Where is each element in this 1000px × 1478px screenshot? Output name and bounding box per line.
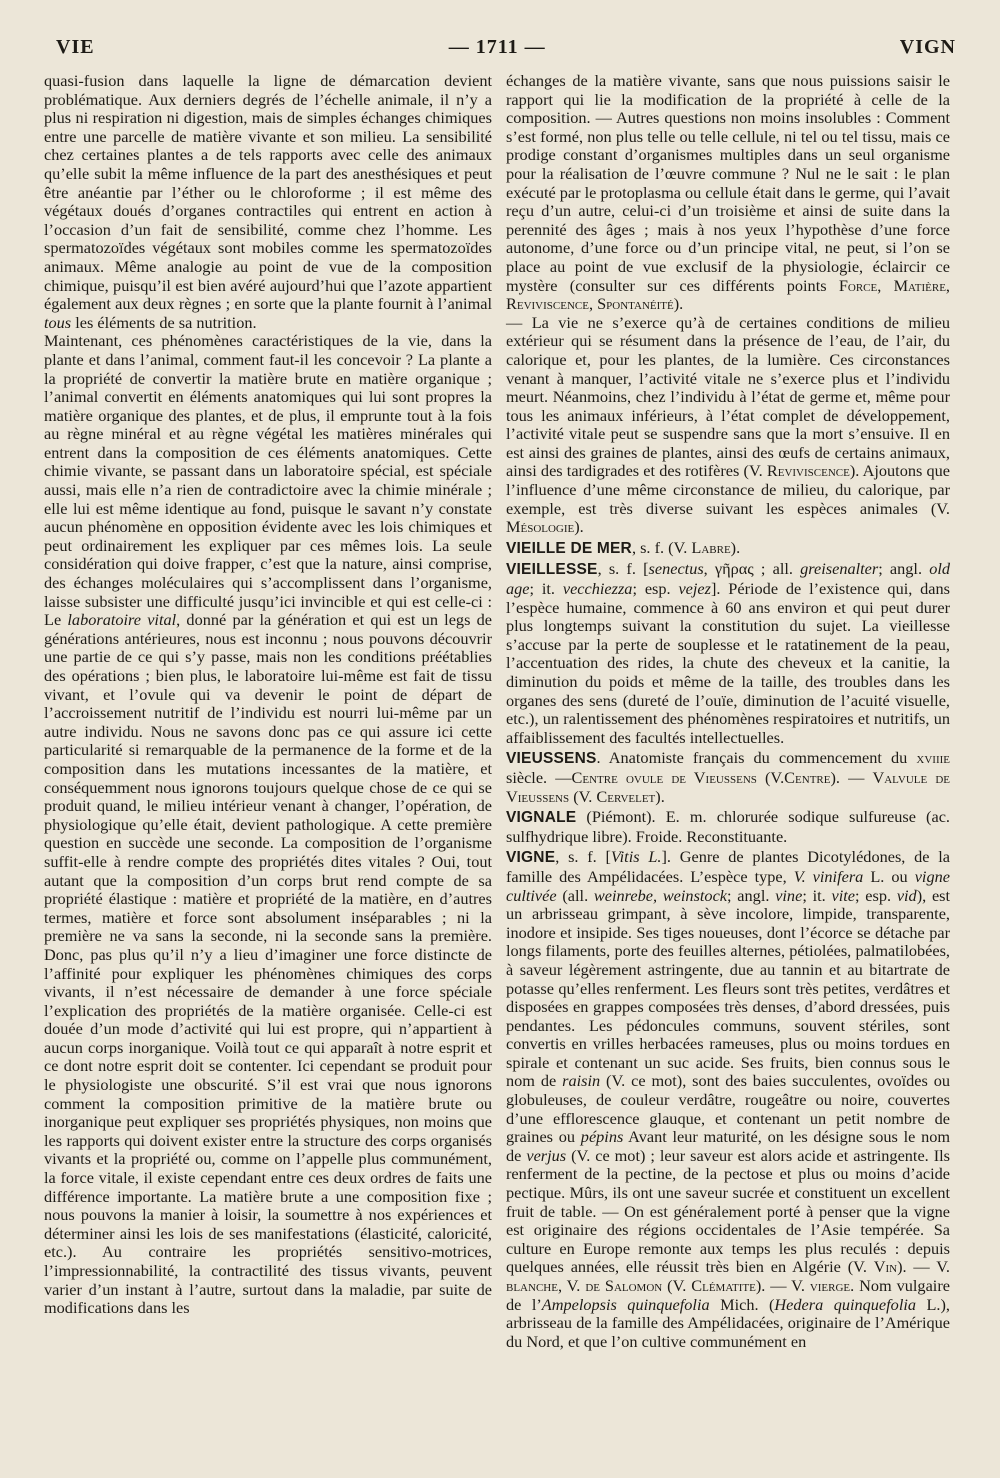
headword: VIGNE — [506, 849, 556, 867]
entry-vieillesse: VIEILLESSE, s. f. [senectus, γῆρας ; all. greisenalter; angl. old age; it. vecchiezza; esp. vejez]. Période de l’existence qui, dans l’espèce humaine, commence à 60 ans environ et qui peut durer plus longtemps suivant la constitution du sujet. La vieillesse s’accuse par la perte de souplesse et le ratatinement de la peau, l’accentuation des rides, la chute des cheveux et la canitie, la diminution du poids et même de la taille, des troubles dans les organes des sens (dureté de l’ouïe, diminution de l’acuité visuelle, etc.), un ralentissement des phénomènes respiratoires et nutritifs, un affaiblissement des facultés intellectuelles. — [506, 559, 951, 747]
paragraph: — La vie ne s’exerce qu’à de certaines conditions de milieu extérieur qui se résument dans la présence de l’eau, de l’air, du calorique et, pour les plantes, de la lumière. Ces circonstances venant à manquer, l’activité vitale ne s’exerce plus et l’individu meurt. Néanmoins, chez l’individu à l’état de germe et, même pour tous les animaux inférieurs, à l’état complet de développement, l’activité vitale peut se suspendre sans que la mort s’ensuive. Il en est ainsi des graines de plantes, ainsi des œufs de certains animaux, ainsi des tardigrades et des rotifères (V. Reviviscence). Ajoutons que l’influence d’une même circonstance de milieu, du calorique, par exemple, est très diverse suivant les espèces animales (V. Mésologie). — [506, 312, 950, 537]
page-header — [56, 30, 956, 64]
entry-vieille-de-mer: VIEILLE DE MER, s. f. (V. Labre). — [506, 537, 741, 557]
headword: VIEILLE DE MER — [506, 539, 632, 557]
left-running-head: VIE — [56, 35, 95, 58]
paragraph: quasi-fusion dans laquelle la ligne de démarcation devient problématique. Aux derniers degrés de l’échelle animale, il n’y a plus ni respiration ni digestion, mais de simples échanges chimiques entre une parcelle de matière vivante et son milieu. La sensibilité chez certaines plantes a de tels rapports avec celle des animaux qu’elle subit la même influence de la part des anesthésiques et peut être anéantie par l’éther ou le chloroforme ; il est même des végétaux doués d’organes contractiles qui entrent en action à l’occasion d’un fait de sensibilité, comme chez l’homme. Les spermatozoïdes végétaux sont mobiles comme les spermatozoïdes animaux. Même analogie au point de vue de la composition chimique, puisqu’il est bien avéré aujourd’hui que l’azote appartient également aux deux règnes ; en sorte que la plante fournit à l’animal tous les éléments de sa nutrition. — [44, 71, 492, 332]
paragraph: échanges de la matière vivante, sans que nous puissions saisir le rapport qui lie la modification de la propriété à celle de la composition. — Autres questions non moins insolubles : Comment s’est formé, non plus telle ou telle cellule, ni tel ou tel tissu, mais ce prodige constant d’organismes multiples dans un seul organisme pour la réalisation de l’œuvre commune ? Nul ne le sait : le plan exécuté par le protoplasma ou cellule était dans le germe, qui l’avait reçu d’un autre, celui-ci d’un troisième et ainsi de suite dans la perennité des âges ; mais à nos yeux l’hypothèse d’une force autonome, d’une force ou d’un principe vital, ne peut, si l’on se place au point de vue exclusif de la physiologie, éclaircir ce mystère (consulter sur ces différents points Force, Matière, Reviviscence, Spontanéité). — [506, 71, 951, 314]
entry-vignale: VIGNALE (Piémont). E. m. chlorurée sodique sulfureuse (ac. sulfhydrique libre). Froide. Reconstituante. — [506, 807, 950, 846]
right-column — [506, 72, 950, 1351]
headword: VIEUSSENS — [506, 750, 597, 768]
page-number: — 1711 — — [448, 35, 546, 58]
left-column — [44, 72, 492, 1318]
right-running-head: VIGN — [899, 35, 956, 58]
headword: VIGNALE — [506, 809, 577, 827]
entry-vigne: VIGNE, s. f. [Vitis L.]. Genre de plantes Dicotylédones, de la famille des Ampélidacées. L’espèce type, V. vinifera L. ou vigne cultivée (all. weinrebe, weinstock; angl. vine; it. vite; esp. vid), est un arbrisseau grimpant, à sève incolore, limpide, transparente, inodore et insipide. Ses tiges noueuses, dont l’écorce se détache par longs filaments, porte des feuilles alternes, pétiolées, palmatilobées, à saveur légèrement astringente, due au tannin et au bitartrate de potasse qu’elles renferment. Les fleurs sont très petites, verdâtres et disposées en grappes composées très denses, d’abord dressées, puis pendantes. Les pédoncules communs, souvent stériles, sont convertis en vrilles herbacées rameuses, plus ou moins tordues en spirale et contenant un suc acide. Ses fruits, bien connus sous le nom de raisin (V. ce mot), sont des baies succulentes, ovoïdes ou globuleuses, de couleur verdâtre, rougeâtre ou noire, couvertes d’une efflorescence glauque, et contenant un petit nombre de graines ou pépins Avant leur maturité, on les désigne sous le nom de verjus (V. ce mot) ; leur saveur est alors acide et astringente. Ils renferment de la pectine, de la pectose et plus ou moins d’acide pectique. Mûrs, ils ont une saveur sucrée et constituent un excellent fruit de table. — On est généralement porté à penser que la vigne est originaire des régions occidentales de l’Asie tempérée. Sa culture en Europe remonte aux temps les plus reculés : depuis quelques années, elle réussit très bien en Algérie (V. Vin). — V. blanche, V. de Salomon (V. Clématite). — V. vierge. Nom vulgaire de l’Ampelopsis quinquefolia Mich. (Hedera quinquefolia L.), arbrisseau de la famille des Ampélidacées, originaire de l’Amérique du Nord, et que l’on cultive communément en — [506, 847, 951, 1351]
entry-vieussens: VIEUSSENS. Anatomiste français du commencement du xviiie siècle. —Centre ovule de Vieussens (V.Centre). — Valvule de Vieussens (V. Cervelet). — [506, 748, 950, 806]
headword: VIEILLESSE — [506, 561, 598, 579]
paragraph: Maintenant, ces phénomènes caractéristiques de la vie, dans la plante et dans l’animal, comment faut-il les concevoir ? La plante a la propriété de convertir la matière brute en matière organique ; l’animal convertit en éléments anatomiques qui lui sont propres la matière organique des plantes, et de plus, il emprunte tout à la fois au règne minéral et au règne végétal les matières minérales qui entrent dans la composition de ces éléments anatomiques. Cette chimie vivante, se passant dans un laboratoire spécial, est spéciale aussi, mais elle n’a rien de contradictoire avec la chimie minérale ; elle lui est même identique au fond, puisque le savant n’y constate aucun phénomène en opposition évidente avec les lois chimiques et peut ordinairement les expliquer par ces mêmes lois. La seule considération qui doive frapper, c’est que la nature, ainsi comprise, des échanges moléculaires qui s’accomplissent dans l’organisme, laisse subsister une difficulté jusqu’ici invincible et qui est celle-ci : Le laboratoire vital, donné par la génération et qui est un legs de générations antérieures, nous est inconnu ; nous pouvons découvrir une partie de ce qui s’y passe, mais non les conditions préétablies des opérations ; bien plus, le laboratoire lui-même est fait de tissu vivant, et l’ovule qui va devenir le point de départ de l’accroissement nutritif de l’individu est nourri lui-même par un autre individu. Nous ne savons donc pas ce qui assure ici cette particularité si remarquable de la permanence de la forme et de la composition dans les mutations incessantes de la matière, et conséquemment nous ignorons toujours quelque chose de ce qui se produit quand, le milieu intérieur venant à changer, l’opération, de physiologique qu’elle était, devient pathologique. A cette première question en succède une seconde. La composition de l’organisme suffit-elle à rendre compte des propriétés dites vitales ? Oui, tout autant que la composition d’un corps brut rend compte de sa propriété élastique : matière et propriété de la matière, en d’autres termes, matière et force sont absolument inséparables ; ni la première ne va sans la seconde, ni la seconde sans la première. Donc, pas plus qu’il n’y a lieu d’imaginer une force distincte de l’affinité pour expliquer les phénomènes chimiques des corps vivants, il n’est nécessaire de demander à une force spéciale l’explication des propriétés de la matière organisée. Celle-ci est douée d’un mode d’activité qui lui est propre, qui n’appartient à aucun corps inorganique. Voilà tout ce qui apparaît à notre esprit et ce dont notre esprit doit se contenter. Ici cependant se produit pour le physiologiste une obscurité. S’il est vrai que nous ignorons comment la composition primitive de la matière brute ou inorganique peut expliquer ses propriétés physiques, non moins que les rapports qui doivent exister entre la structure des corps organisés vivants et la propriété ou, comme on l’appelle plus communément, la force vitale, il existe cependant entre ces deux ordres de faits une différence importante. La matière brute a une composition fixe ; nous pouvons la manier à loisir, la soumettre à nos expériences et déterminer ainsi les lois de ses manifestations (élasticité, caloricité, etc.). Au contraire les propriétés sensitivo-motrices, l’impressionnabilité, la contractilité des tissus vivants, peuvent varier d’un instant à l’autre, surtout dans la maladie, par suite de modifications dans les — [44, 331, 493, 1318]
